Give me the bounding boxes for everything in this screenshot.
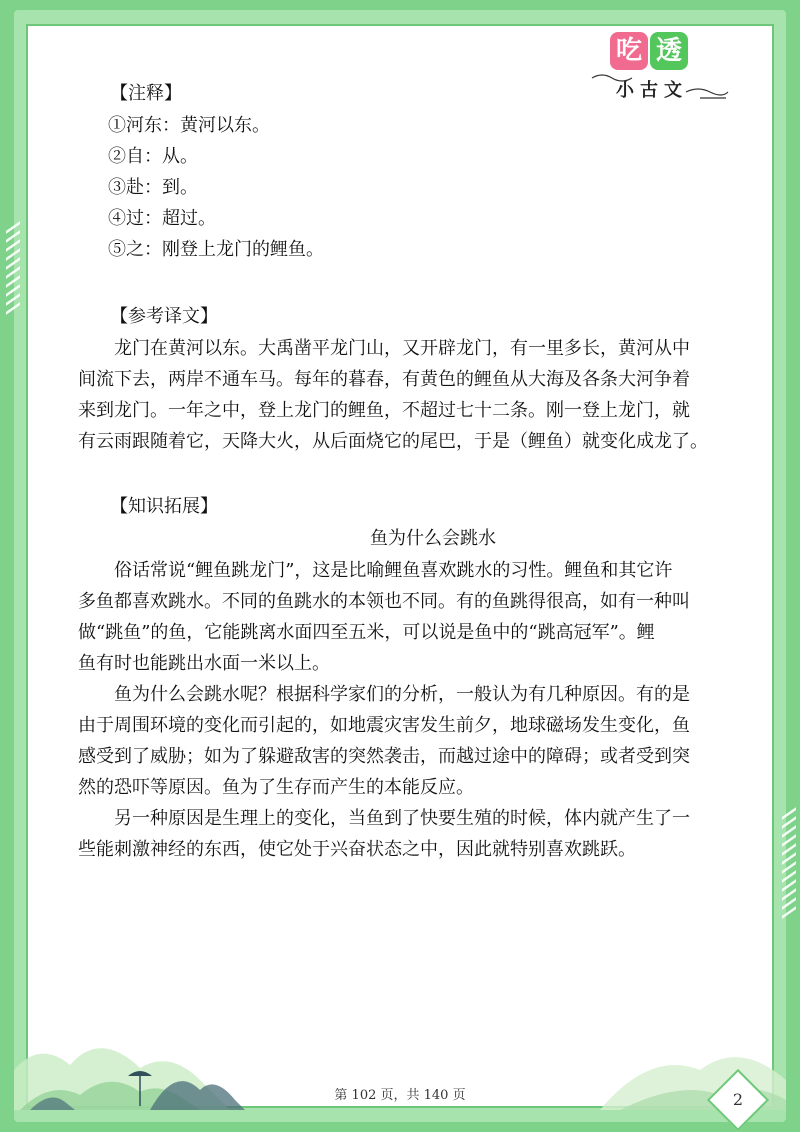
translation-line: 来到龙门。一年之中，登上龙门的鲤鱼，不超过七十二条。刚一登上龙门，就 (78, 400, 690, 421)
extension-line: 俗话常说“鲤鱼跳龙门”，这是比喻鲤鱼喜欢跳水的习性。鲤鱼和其它许 (114, 560, 673, 581)
extension-line: 然的恐吓等原因。鱼为了生存而产生的本能反应。 (78, 777, 474, 798)
annotation-item: ⑤之：刚登上龙门的鲤鱼。 (108, 239, 324, 260)
extension-line: 做“跳鱼”的鱼，它能跳离水面四至五米，可以说是鱼中的“跳高冠军”。鲤 (78, 622, 655, 643)
extension-line: 鱼为什么会跳水呢？根据科学家们的分析，一般认为有几种原因。有的是 (114, 684, 690, 705)
translation-line: 龙门在黄河以东。大禹凿平龙门山，又开辟龙门，有一里多长，黄河从中 (114, 338, 690, 359)
logo-subtitle: 小古文 (616, 80, 688, 101)
page-number: 2 (732, 1090, 744, 1109)
annotation-item: ②自：从。 (108, 146, 198, 167)
right-stripe-decoration (782, 812, 796, 914)
extension-line: 些能刺激神经的东西，使它处于兴奋状态之中，因此就特别喜欢跳跃。 (78, 839, 636, 860)
annotation-item: ①河东：黄河以东。 (108, 115, 270, 136)
extension-title: 鱼为什么会跳水 (370, 528, 496, 549)
extension-line: 由于周围环境的变化而引起的，如地震灾害发生前夕，地球磁场发生变化，鱼 (78, 715, 690, 736)
translation-line: 间流下去，两岸不通车马。每年的暮春，有黄色的鲤鱼从大海及各条大河争着 (78, 369, 690, 390)
extension-line: 感受到了威胁；如为了躲避敌害的突然袭击，而越过途中的障碍；或者受到突 (78, 746, 690, 767)
page-info: 第 102 页，共 140 页 (334, 1088, 466, 1103)
extension-line: 多鱼都喜欢跳水。不同的鱼跳水的本领也不同。有的鱼跳得很高，如有一种叫 (78, 591, 690, 612)
translation-heading: 【参考译文】 (110, 306, 218, 327)
logo-char-2: 透 (650, 32, 688, 70)
annotation-item: ④过：超过。 (108, 208, 216, 229)
logo-char-1: 吃 (610, 32, 648, 70)
extension-line: 鱼有时也能跳出水面一米以上。 (78, 653, 330, 674)
document-content (78, 78, 728, 865)
annotation-item: ③赴：到。 (108, 177, 198, 198)
translation-line: 有云雨跟随着它，天降大火，从后面烧它的尾巴，于是（鲤鱼）就变化成龙了。 (78, 431, 708, 452)
annotations-heading: 【注释】 (110, 83, 182, 104)
extension-line: 另一种原因是生理上的变化，当鱼到了快要生殖的时候，体内就产生了一 (114, 808, 690, 829)
extension-heading: 【知识拓展】 (110, 496, 218, 517)
left-stripe-decoration (6, 226, 20, 310)
